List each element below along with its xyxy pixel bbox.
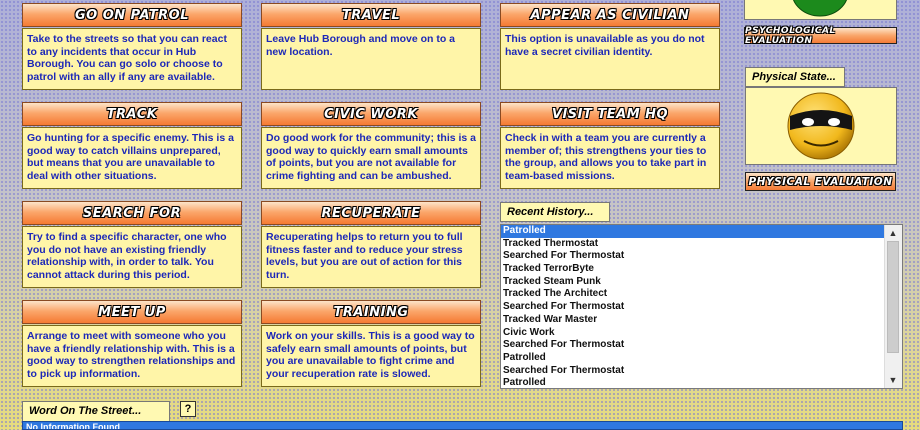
list-item[interactable]: Searched For Thermostat bbox=[503, 250, 625, 262]
recent-history-items bbox=[501, 225, 885, 388]
list-item[interactable]: Tracked The Architect bbox=[503, 288, 608, 300]
psych-state-face-icon bbox=[745, 0, 896, 20]
list-item[interactable]: Patrolled bbox=[503, 351, 546, 363]
action-civic-work bbox=[261, 102, 481, 189]
action-visit-team-hq bbox=[500, 102, 720, 189]
physical-evaluation-button[interactable]: PHYSICAL EVALUATION bbox=[745, 172, 896, 191]
physical-state-label: Physical State... bbox=[745, 67, 845, 87]
scroll-up-icon[interactable]: ▲ bbox=[888, 228, 898, 238]
search-for-description: Try to find a specific character, one who you do not have an existing friendly relationship with, in order to talk. You cannot attack during this period. bbox=[22, 226, 242, 288]
psychological-evaluation-button[interactable]: PSYCHOLOGICAL EVALUATION bbox=[744, 27, 897, 44]
meet-up-button[interactable]: MEET UP bbox=[22, 300, 242, 324]
visit-team-hq-description: Check in with a team you are currently a member of; this strengthens your ties to the group, and allows you to take part in team-based missions. bbox=[500, 127, 720, 189]
recuperate-description: Recuperating helps to return you to full fitness faster and to reduce your stress levels, but you are out of action for this turn. bbox=[261, 226, 481, 288]
search-for-button[interactable]: SEARCH FOR bbox=[22, 201, 242, 225]
word-on-street-label: Word On The Street... bbox=[22, 401, 170, 422]
travel-description: Leave Hub Borough and move on to a new location. bbox=[261, 28, 481, 90]
training-description: Work on your skills. This is a good way to safely earn small amounts of points, but you are unavailable to fight crime and your recuperation rate is slowed. bbox=[261, 325, 481, 387]
civic-work-description: Do good work for the community; this is a good way to quickly earn small amounts of points, but you are not available for crime fighting and can be ambushed. bbox=[261, 127, 481, 189]
list-item[interactable]: Tracked Steam Punk bbox=[503, 275, 601, 287]
training-button[interactable]: TRAINING bbox=[261, 300, 481, 324]
recuperate-button[interactable]: RECUPERATE bbox=[261, 201, 481, 225]
list-item[interactable]: Searched For Thermostat bbox=[503, 339, 625, 351]
appear-as-civilian-description: This option is unavailable as you do not have a secret civilian identity. bbox=[500, 28, 720, 90]
psych-portrait-frame bbox=[744, 0, 897, 20]
list-item[interactable]: Searched For Thermostat bbox=[503, 364, 625, 376]
list-item[interactable]: Tracked TerrorByte bbox=[503, 263, 594, 275]
masked-face-icon bbox=[746, 88, 896, 164]
physical-state-portrait bbox=[745, 87, 897, 165]
list-item[interactable]: Tracked Thermostat bbox=[503, 237, 599, 249]
scroll-down-icon[interactable]: ▼ bbox=[888, 375, 898, 385]
track-description: Go hunting for a specific enemy. This is a good way to catch villains unprepared, but means that you are unavailable to deal with other situations. bbox=[22, 127, 242, 189]
list-item[interactable]: Patrolled bbox=[501, 225, 885, 238]
action-track bbox=[22, 102, 242, 189]
visit-team-hq-button[interactable]: VISIT TEAM HQ bbox=[500, 102, 720, 126]
civic-work-button[interactable]: CIVIC WORK bbox=[261, 102, 481, 126]
action-recuperate bbox=[261, 201, 481, 288]
recent-history-label: Recent History... bbox=[500, 202, 610, 222]
list-item[interactable]: Patrolled bbox=[503, 377, 546, 389]
action-travel bbox=[261, 3, 481, 90]
action-meet-up bbox=[22, 300, 242, 387]
action-training bbox=[261, 300, 481, 387]
word-on-street-panel bbox=[22, 421, 903, 430]
help-button[interactable]: ? bbox=[180, 401, 196, 417]
recent-history-list[interactable] bbox=[500, 224, 903, 389]
scroll-thumb[interactable] bbox=[887, 241, 899, 353]
go-on-patrol-description: Take to the streets so that you can react to any incidents that occur in Hub Borough. You can go solo or choose to patrol with an ally if any are available. bbox=[22, 28, 242, 90]
word-on-street-status: No Information Found bbox=[26, 422, 120, 430]
track-button[interactable]: TRACK bbox=[22, 102, 242, 126]
list-item[interactable]: Searched For Thermostat bbox=[503, 301, 625, 313]
list-item[interactable]: Tracked War Master bbox=[503, 313, 598, 325]
action-go-on-patrol bbox=[22, 3, 242, 90]
action-search-for bbox=[22, 201, 242, 288]
list-item[interactable]: Civic Work bbox=[503, 326, 555, 338]
appear-as-civilian-button[interactable]: APPEAR AS CIVILIAN bbox=[500, 3, 720, 27]
history-scrollbar[interactable] bbox=[884, 225, 902, 388]
meet-up-description: Arrange to meet with someone who you have a friendly relationship with. This is a good way to strengthen relationships and to pick up information. bbox=[22, 325, 242, 387]
go-on-patrol-button[interactable]: GO ON PATROL bbox=[22, 3, 242, 27]
action-appear-as-civilian bbox=[500, 3, 720, 90]
travel-button[interactable]: TRAVEL bbox=[261, 3, 481, 27]
